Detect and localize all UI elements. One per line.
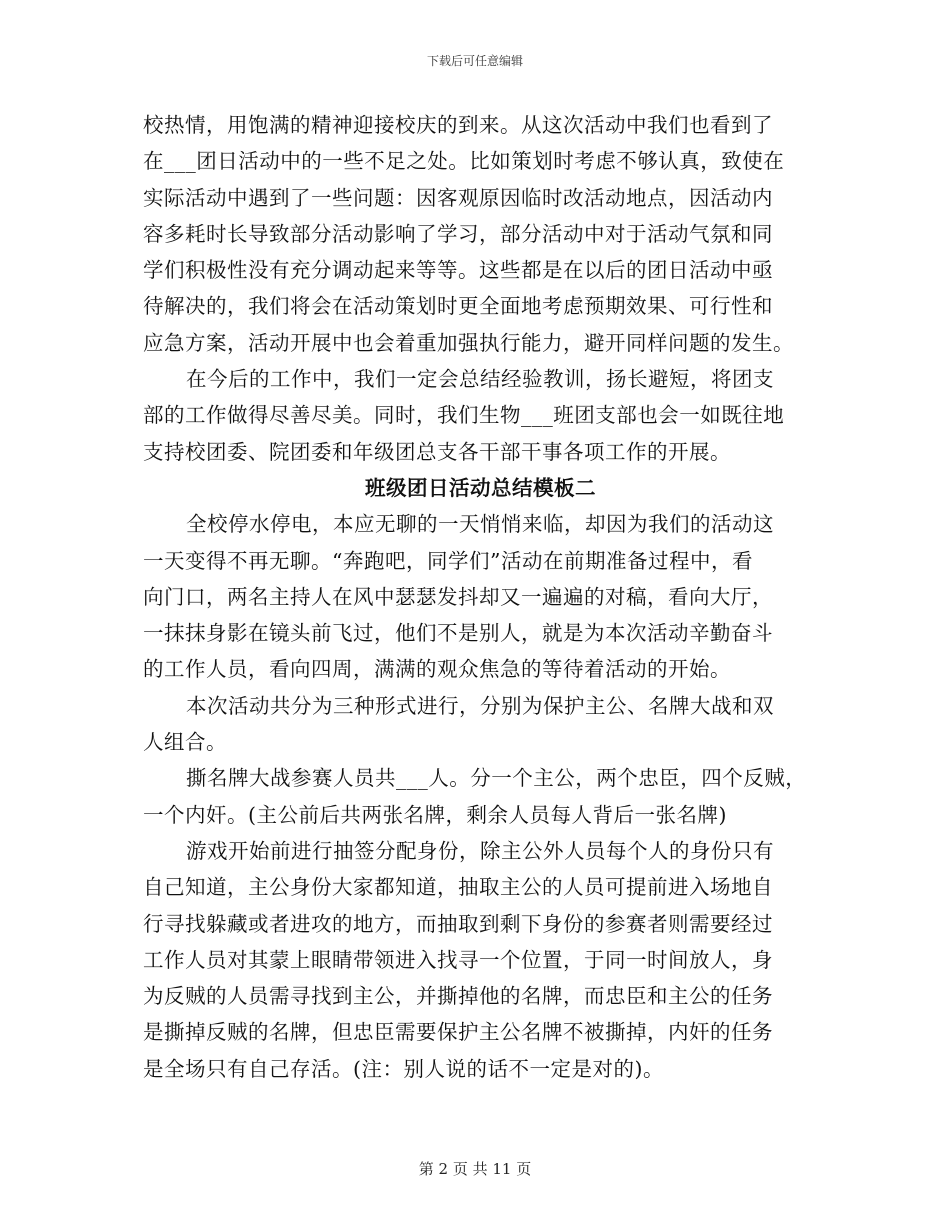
paragraph-start-line: 在今后的工作中，我们一定会总结经验教训，扬长避短，将团支 — [186, 367, 774, 392]
text-line: 一天变得不再无聊。“奔跑吧，同学们”活动在前期准备过程中，看 — [143, 548, 753, 573]
paragraph-start-line: 本次活动共分为三种形式进行，分别为保护主公、名牌大战和双 — [186, 693, 774, 718]
text-line: 为反贼的人员需寻找到主公，并撕掉他的名牌，而忠臣和主公的任务 — [143, 984, 773, 1009]
text-line: 支持校团委、院团委和年级团总支各干部干事各项工作的开展。 — [143, 439, 731, 464]
text-line: 一抹抹身影在镜头前飞过，他们不是别人，就是为本次活动辛勤奋斗 — [143, 621, 773, 646]
paragraph-start-line: 游戏开始前进行抽签分配身份，除主公外人员每个人的身份只有 — [186, 838, 774, 863]
text-line: 是全场只有自己存活。(注：别人说的话不一定是对的)。 — [143, 1056, 664, 1081]
text-line: 工作人员对其蒙上眼睛带领进入找寻一个位置，于同一时间放人，身 — [143, 947, 773, 972]
document-body — [143, 107, 818, 1087]
page-header: 下载后可任意编辑 — [426, 54, 523, 68]
text-line: 是撕掉反贼的名牌，但忠臣需要保护主公名牌不被撕掉，内奸的任务 — [143, 1020, 773, 1045]
page-footer: 第 2 页 共 11 页 — [418, 1160, 532, 1178]
text-line: 人组合。 — [143, 730, 227, 755]
text-line: 在___团日活动中的一些不足之处。比如策划时考虑不够认真，致使在 — [143, 149, 785, 174]
text-line: 一个内奸。(主公前后共两张名牌，剩余人员每人背后一张名牌) — [143, 802, 727, 827]
text-line: 应急方案，活动开展中也会着重加强执行能力，避开同样问题的发生。 — [143, 330, 794, 355]
text-line: 向门口，两名主持人在风中瑟瑟发抖却又一遍遍的对稿，看向大厅， — [143, 584, 773, 609]
text-line: 行寻找躲藏或者进攻的地方，而抽取到剩下身份的参赛者则需要经过 — [143, 911, 773, 936]
text-line: 实际活动中遇到了一些问题：因客观原因临时改活动地点，因活动内 — [143, 185, 773, 210]
text-line: 的工作人员，看向四周，满满的观众焦急的等待着活动的开始。 — [143, 657, 731, 682]
paragraph-start-line: 全校停水停电，本应无聊的一天悄悄来临，却因为我们的活动这 — [186, 512, 774, 537]
text-line: 校热情，用饱满的精神迎接校庆的到来。从这次活动中我们也看到了 — [143, 113, 773, 137]
text-line: 容多耗时长导致部分活动影响了学习，部分活动中对于活动气氛和同 — [143, 221, 773, 246]
text-line: 学们积极性没有充分调动起来等等。这些都是在以后的团日活动中亟 — [143, 258, 773, 283]
paragraph-start-line: 撕名牌大战参赛人员共___人。分一个主公，两个忠臣，四个反贼， — [186, 766, 807, 791]
section-title: 班级团日活动总结模板二 — [365, 475, 596, 500]
text-line: 部的工作做得尽善尽美。同时，我们生物___班团支部也会一如既往地 — [143, 403, 785, 428]
text-line: 自己知道，主公身份大家都知道，抽取主公的人员可提前进入场地自 — [143, 875, 773, 900]
text-line: 待解决的，我们将会在活动策划时更全面地考虑预期效果、可行性和 — [143, 294, 773, 319]
